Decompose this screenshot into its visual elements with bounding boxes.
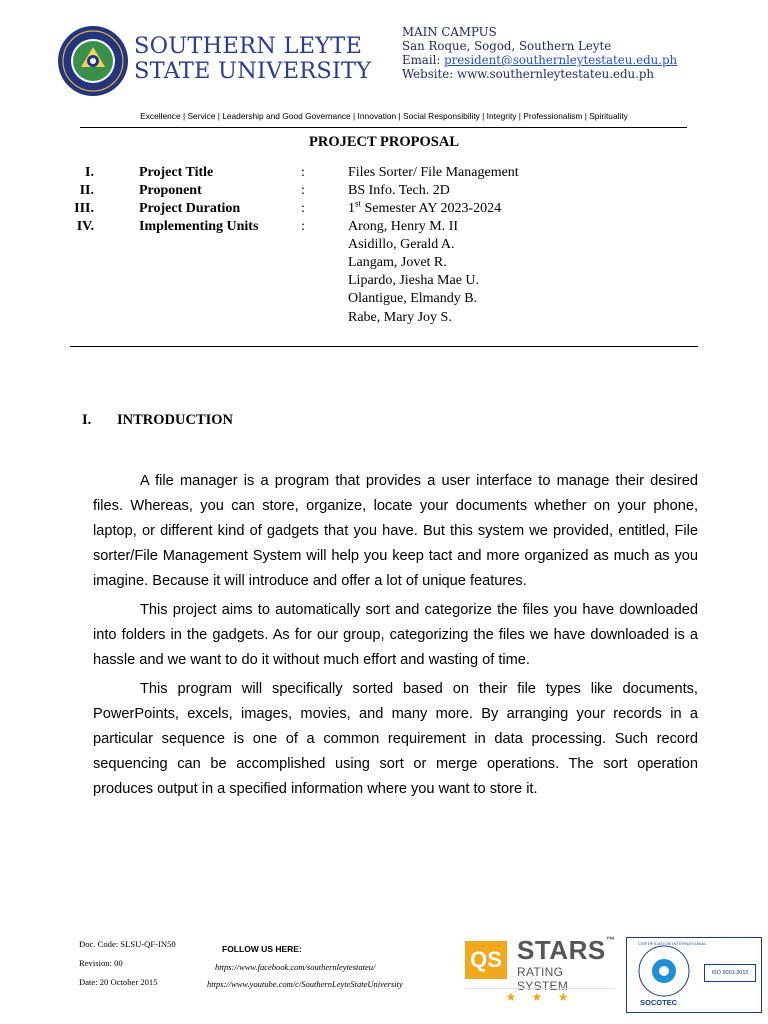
youtube-link[interactable]: https://www.youtube.com/c/SouthernLeyteStateUniversity bbox=[207, 979, 403, 989]
intro-paragraph: This program will specifically sorted based on their file types like documents, PowerPoints, excels, images, movies, and many more. By arranging your records in a particular sequence is one of a common requirement in data processing. Such record sequencing can be accomplished using sort or merge operations. The sort operation produces output in a specified information where you want to store it. bbox=[93, 681, 698, 797]
campus-name: MAIN CAMPUS bbox=[402, 25, 497, 39]
header-divider bbox=[80, 127, 687, 128]
iso-certification: ISO 9001:2015 bbox=[704, 964, 756, 982]
member-name: Langam, Jovet R. bbox=[348, 255, 447, 270]
website-label: Website: bbox=[402, 67, 457, 81]
detail-number: I. bbox=[85, 165, 94, 180]
email-label: Email: bbox=[402, 53, 445, 67]
university-name bbox=[134, 34, 371, 84]
campus-website-line bbox=[402, 67, 677, 81]
detail-row-project-title bbox=[70, 164, 690, 182]
intro-paragraph: This project aims to automatically sort and categorize the files you have downloaded into folders in the gadgets. As for our group, categorizing the files we have downloaded is a hassle and we want to do it without much effort and wasting of time. bbox=[93, 602, 698, 668]
detail-colon: : bbox=[301, 183, 305, 198]
detail-row-proponent bbox=[70, 182, 690, 200]
university-name-line2: STATE UNIVERSITY bbox=[134, 58, 372, 84]
detail-label: Proponent bbox=[139, 183, 202, 198]
section-heading: INTRODUCTION bbox=[117, 412, 234, 428]
follow-us-label: FOLLOW US HERE: bbox=[222, 944, 302, 954]
university-name-line1: SOUTHERN LEYTE bbox=[134, 33, 363, 59]
qs-logo: QS bbox=[465, 941, 507, 979]
campus-address: San Roque, Sogod, Southern Leyte bbox=[402, 39, 612, 53]
doc-date: Date: 20 October 2015 bbox=[79, 977, 158, 987]
doc-code: Doc. Code: SLSU-QF-IN50 bbox=[79, 939, 176, 949]
section-number: I. bbox=[82, 412, 92, 428]
qs-stars-badge bbox=[465, 935, 616, 1005]
member-name: Asidillo, Gerald A. bbox=[348, 237, 455, 252]
detail-label: Implementing Units bbox=[139, 219, 259, 234]
core-values: Excellence | Service | Leadership and Good Governance | Innovation | Social Responsibility | Integrity | Professionalism | Spirituality bbox=[140, 111, 628, 121]
detail-colon: : bbox=[301, 165, 305, 180]
doc-revision: Revision: 00 bbox=[79, 958, 123, 968]
socotec-label: SOCOTEC bbox=[640, 998, 678, 1007]
detail-number: IV. bbox=[76, 219, 94, 234]
email-link[interactable]: president@southernleytestateu.edu.ph bbox=[444, 53, 678, 67]
campus-email-line bbox=[402, 53, 677, 67]
detail-row-implementing-units bbox=[70, 218, 690, 236]
stars-rating: ★ ★ ★ bbox=[465, 988, 615, 1005]
detail-value: BS Info. Tech. 2D bbox=[348, 183, 450, 198]
detail-number: III. bbox=[74, 201, 94, 216]
detail-colon: : bbox=[301, 219, 305, 234]
section-divider bbox=[70, 346, 698, 347]
university-seal-logo bbox=[57, 25, 129, 97]
stars-title-text: STARS bbox=[517, 935, 606, 965]
stars-title bbox=[517, 935, 615, 966]
campus-info bbox=[402, 25, 677, 81]
detail-row-project-duration bbox=[70, 200, 690, 218]
duration-number: 1 bbox=[348, 201, 355, 216]
document-title: PROJECT PROPOSAL bbox=[309, 134, 459, 150]
detail-label: Project Duration bbox=[139, 201, 241, 216]
detail-colon: : bbox=[301, 201, 305, 216]
member-name: Lipardo, Jiesha Mae U. bbox=[348, 273, 480, 288]
member-name: Rabe, Mary Joy S. bbox=[348, 310, 452, 325]
socotec-iso-badge bbox=[626, 937, 762, 1013]
member-name: Olantigue, Elmandy B. bbox=[348, 291, 478, 306]
stars-subtitle: RATING SYSTEM bbox=[517, 965, 569, 993]
socotec-emblem-icon bbox=[634, 941, 694, 1001]
detail-value: Arong, Henry M. II bbox=[348, 219, 459, 234]
intro-paragraph: A file manager is a program that provides a user interface to manage their desired files. Whereas, you can store, organize, locate your documents whether on your phone, laptop, or different kind of gadgets that you have. But this system we provided, entitled, File sorter/File Management System will help you keep tact and more organized as much as you imagine. Because it will introduce and offer a lot of unique features. bbox=[93, 473, 698, 589]
detail-label: Project Title bbox=[139, 165, 214, 180]
website-text: www.southernleytestateu.edu.ph bbox=[456, 67, 655, 81]
duration-text: Semester AY 2023-2024 bbox=[361, 201, 502, 216]
document-control-info bbox=[79, 935, 176, 992]
detail-number: II. bbox=[79, 183, 94, 198]
facebook-link[interactable]: https://www.facebook.com/southernleytestateu/ bbox=[215, 962, 376, 972]
cert-arc-text: CERTIFICATION INTERNATIONAL bbox=[638, 941, 707, 946]
detail-value: Files Sorter/ File Management bbox=[348, 165, 519, 180]
duration-superscript: st bbox=[355, 198, 362, 209]
trademark-symbol: ™ bbox=[605, 935, 616, 945]
detail-value bbox=[348, 200, 501, 218]
